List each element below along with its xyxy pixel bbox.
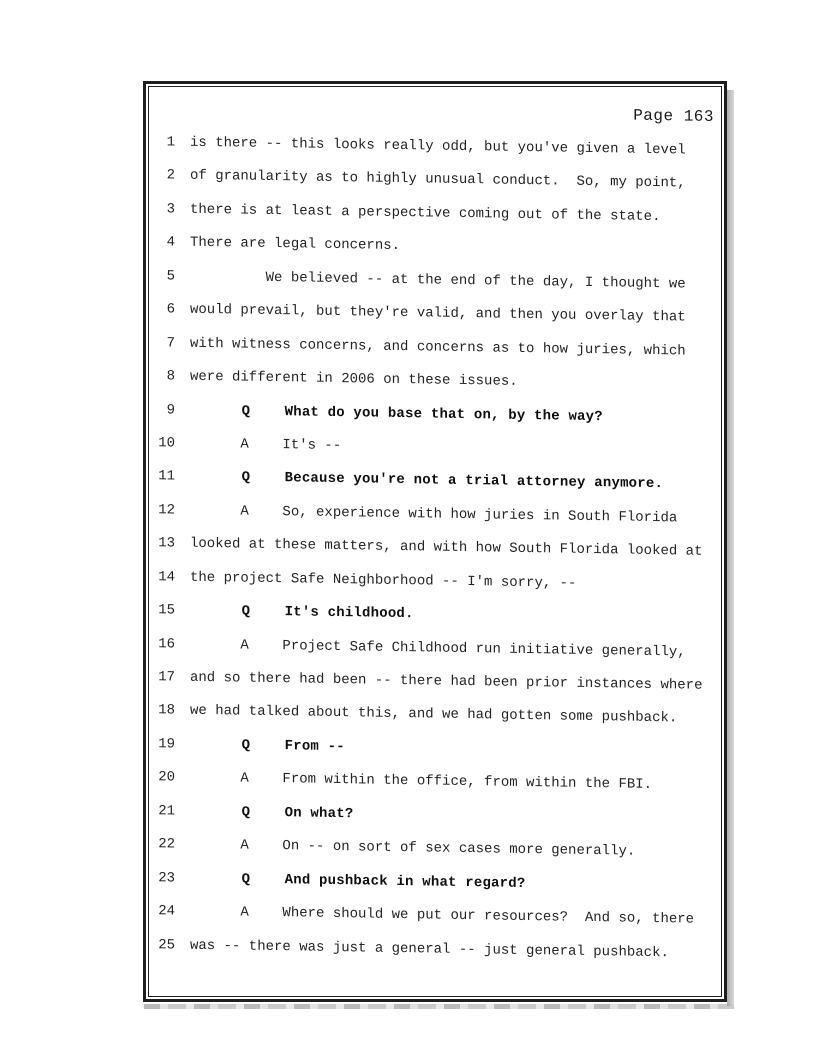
transcript-content — [146, 84, 724, 1008]
line-number: 10 — [158, 435, 175, 452]
line-text: Q It's childhood. — [190, 602, 414, 623]
line-text: is there -- this looks really odd, but you've given a level — [190, 134, 686, 159]
line-number: 13 — [158, 535, 175, 552]
line-number: 25 — [158, 936, 175, 953]
line-text: Q Because you're not a trial attorney anymore. — [190, 469, 664, 493]
line-text: and so there had been -- there had been prior instances where — [190, 669, 703, 694]
line-text: A So, experience with how juries in South Florida — [190, 502, 678, 527]
line-text: we had talked about this, and we had gotten some pushback. — [190, 703, 678, 727]
line-text: A On -- on sort of sex cases more generally. — [190, 836, 636, 860]
line-text: We believed -- at the end of the day, I thought we — [190, 268, 686, 293]
line-text: would prevail, but they're valid, and then you overlay that — [190, 301, 686, 326]
line-number: 9 — [166, 401, 175, 418]
line-number: 23 — [158, 869, 175, 887]
line-number: 19 — [158, 736, 175, 753]
line-number: 7 — [166, 334, 175, 352]
line-number: 15 — [158, 602, 175, 619]
line-text: of granularity as to highly unusual conduct. So, my point, — [190, 168, 686, 192]
line-number: 4 — [166, 234, 175, 251]
line-number: 6 — [166, 301, 175, 318]
line-number: 8 — [166, 368, 175, 385]
line-number: 3 — [166, 201, 175, 218]
line-number: 12 — [158, 502, 175, 519]
transcript-lines — [146, 133, 724, 978]
line-text: Q And pushback in what regard? — [190, 870, 526, 892]
line-text: was -- there was just a general -- just general pushback. — [190, 937, 669, 961]
line-text: A Project Safe Childhood run initiative generally, — [190, 636, 686, 661]
line-text: were different in 2006 on these issues. — [190, 368, 518, 390]
line-number: 11 — [158, 468, 175, 485]
line-number: 14 — [158, 568, 175, 586]
line-number: 18 — [158, 702, 175, 719]
line-text: Q On what? — [190, 803, 354, 823]
line-number: 17 — [158, 669, 175, 686]
line-text: There are legal concerns. — [190, 235, 401, 255]
line-number: 22 — [158, 836, 175, 853]
line-text: A It's -- — [190, 435, 342, 455]
line-text: A From within the office, from within the FBI. — [190, 770, 653, 794]
line-text: the project Safe Neighborhood -- I'm sorry, -- — [190, 569, 577, 592]
line-text: with witness concerns, and concerns as to how juries, which — [190, 335, 686, 360]
line-text: looked at these matters, and with how South Florida looked at — [190, 535, 703, 560]
page-number-label: Page 163 — [633, 106, 714, 126]
line-number: 2 — [166, 167, 175, 184]
line-text: Q What do you base that on, by the way? — [190, 402, 603, 425]
line-number: 24 — [158, 903, 175, 920]
line-text: Q From -- — [190, 736, 345, 755]
line-text: A Where should we put our resources? And so, there — [190, 903, 695, 928]
line-number: 1 — [166, 134, 175, 151]
transcript-page-frame — [143, 81, 727, 1002]
line-number: 21 — [158, 802, 175, 820]
line-text: there is at least a perspective coming out of the state. — [190, 201, 661, 225]
line-number: 5 — [166, 268, 175, 285]
line-number: 20 — [158, 769, 175, 786]
line-number: 16 — [158, 635, 175, 653]
